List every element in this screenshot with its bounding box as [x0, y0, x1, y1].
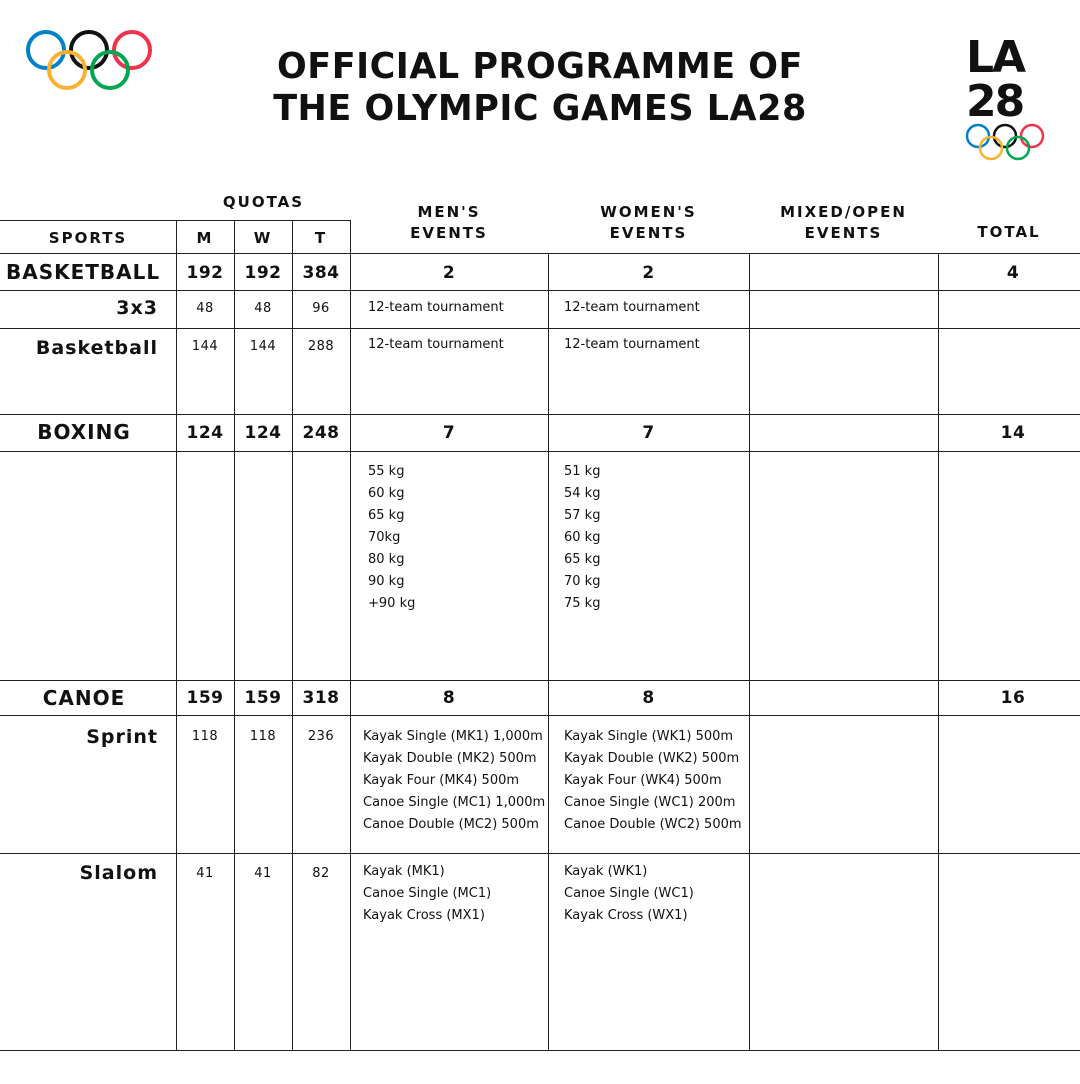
event-item: 57 kg — [564, 508, 601, 523]
la28-logo-28: 28 — [966, 76, 1024, 127]
header-womens-events — [548, 202, 749, 244]
event-item: Kayak (WK1) — [564, 864, 648, 879]
header-quotas: QUOTAS — [222, 193, 305, 211]
event-item: Kayak Single (MK1) 1,000m — [363, 729, 543, 744]
womens-event-list — [564, 726, 748, 836]
quota-t: 96 — [312, 301, 330, 316]
event-item: Canoe Double (MC2) 500m — [363, 817, 539, 832]
header-m: M — [196, 229, 214, 247]
event-item: Kayak Cross (MX1) — [363, 908, 485, 923]
event-item: 12-team tournament — [564, 337, 700, 352]
header-mixed-events — [749, 202, 938, 244]
event-item: Kayak (MK1) — [363, 864, 445, 879]
mens-event-list — [363, 861, 547, 927]
header-womens-events-line2: EVENTS — [609, 224, 688, 242]
quota-m: 41 — [196, 866, 214, 881]
sport-name: BOXING — [37, 420, 131, 444]
event-item: Canoe Single (WC1) — [564, 886, 694, 901]
event-item: Kayak Four (WK4) 500m — [564, 773, 722, 788]
event-item: 90 kg — [368, 574, 405, 589]
header-sports: SPORTS — [48, 229, 128, 247]
event-item: +90 kg — [368, 596, 416, 611]
discipline-name: Sprint — [86, 726, 158, 748]
total-events: 4 — [1006, 263, 1020, 283]
quota-t: 384 — [302, 263, 340, 283]
quota-m: 48 — [196, 301, 214, 316]
event-item: Canoe Single (WC1) 200m — [564, 795, 736, 810]
header-mixed-events-line2: EVENTS — [804, 224, 883, 242]
event-item: Canoe Single (MC1) — [363, 886, 492, 901]
event-item: 12-team tournament — [564, 300, 700, 315]
sport-name: CANOE — [42, 686, 126, 710]
header-total: TOTAL — [977, 223, 1041, 241]
header-mens-events — [350, 202, 548, 244]
mens-event-list — [368, 334, 546, 356]
header-mens-events-line2: EVENTS — [410, 224, 488, 242]
event-item: 80 kg — [368, 552, 405, 567]
quota-w: 144 — [249, 339, 277, 354]
quota-m: 159 — [186, 688, 224, 708]
womens-events-count: 8 — [642, 688, 655, 708]
womens-event-list — [564, 861, 748, 927]
quota-m: 192 — [186, 263, 224, 283]
header-mens-events-line1: MEN'S — [417, 203, 481, 221]
quota-w: 41 — [254, 866, 272, 881]
event-item: 70 kg — [564, 574, 601, 589]
quota-w: 192 — [244, 263, 282, 283]
quota-t: 82 — [312, 866, 330, 881]
event-item: Kayak Cross (WX1) — [564, 908, 688, 923]
quota-m: 118 — [191, 729, 219, 744]
discipline-name: Basketball — [35, 337, 158, 359]
event-item: 70kg — [368, 530, 401, 545]
event-item: 12-team tournament — [368, 337, 504, 352]
mens-event-list — [368, 297, 546, 319]
sport-name: BASKETBALL — [6, 260, 161, 284]
womens-event-list — [564, 334, 747, 356]
discipline-name: Slalom — [79, 862, 158, 884]
quota-m: 144 — [191, 339, 219, 354]
event-item: 55 kg — [368, 464, 405, 479]
event-item: 65 kg — [564, 552, 601, 567]
total-events: 14 — [1000, 423, 1026, 443]
header-w: W — [253, 229, 273, 247]
event-item: Kayak Four (MK4) 500m — [363, 773, 520, 788]
event-item: 54 kg — [564, 486, 601, 501]
event-item: 51 kg — [564, 464, 601, 479]
quota-w: 159 — [244, 688, 282, 708]
mens-events-count: 7 — [442, 423, 456, 443]
womens-event-list — [564, 297, 747, 319]
event-item: Kayak Double (MK2) 500m — [363, 751, 537, 766]
event-item: 75 kg — [564, 596, 601, 611]
event-item: Canoe Single (MC1) 1,000m — [363, 795, 546, 810]
event-item: Kayak Double (WK2) 500m — [564, 751, 740, 766]
header-t: T — [314, 229, 328, 247]
mens-events-count: 2 — [442, 263, 456, 283]
header-womens-events-line1: WOMEN'S — [600, 203, 697, 221]
title-line-2: THE OLYMPIC GAMES LA28 — [273, 88, 807, 130]
quota-w: 118 — [249, 729, 277, 744]
la28-logo-la: LA — [966, 32, 1025, 83]
womens-event-list — [564, 461, 747, 615]
event-item: 60 kg — [564, 530, 601, 545]
quota-w: 48 — [254, 301, 272, 316]
womens-events-count: 2 — [642, 263, 655, 283]
womens-events-count: 7 — [642, 423, 655, 443]
quota-m: 124 — [186, 423, 224, 443]
total-events: 16 — [1000, 688, 1026, 708]
quota-w: 124 — [244, 423, 282, 443]
quota-t: 288 — [307, 339, 335, 354]
discipline-name: 3x3 — [116, 297, 158, 319]
quota-t: 318 — [302, 688, 340, 708]
event-item: Canoe Double (WC2) 500m — [564, 817, 742, 832]
quota-t: 248 — [302, 423, 340, 443]
title-line-1: OFFICIAL PROGRAMME OF — [277, 46, 803, 88]
header-mixed-events-line1: MIXED/OPEN — [780, 203, 907, 221]
event-item: 12-team tournament — [368, 300, 504, 315]
quota-t: 236 — [307, 729, 335, 744]
event-item: 60 kg — [368, 486, 405, 501]
mens-event-list — [363, 726, 547, 836]
event-item: Kayak Single (WK1) 500m — [564, 729, 734, 744]
mens-events-count: 8 — [442, 688, 456, 708]
event-item: 65 kg — [368, 508, 405, 523]
mens-event-list — [368, 461, 546, 615]
